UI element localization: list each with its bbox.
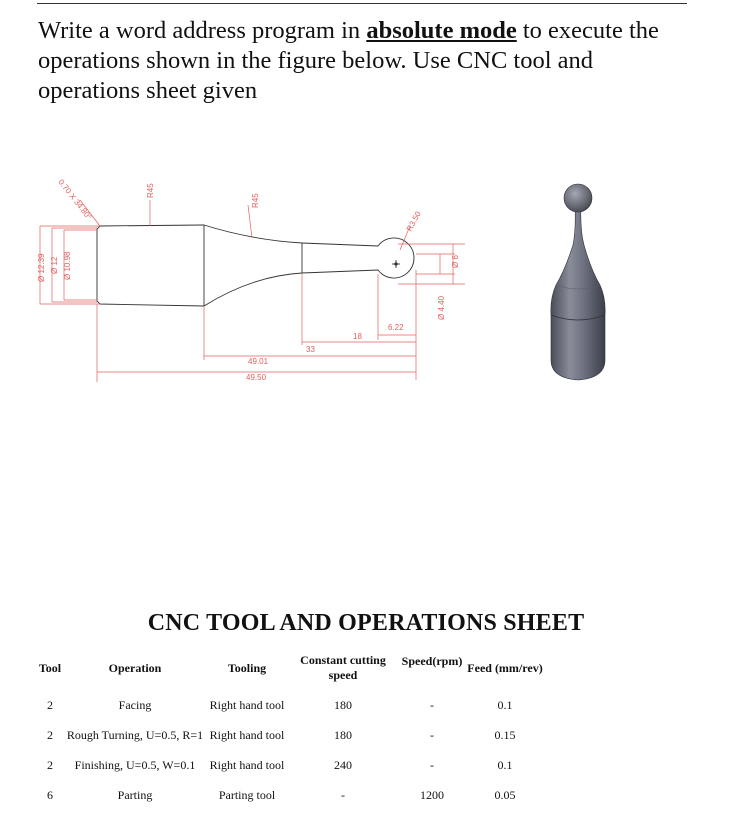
dim-r45-b: R45 xyxy=(251,193,260,208)
dim-49-50: 49.50 xyxy=(246,373,267,382)
top-rule xyxy=(37,3,687,4)
row2-feed: 0.15 xyxy=(494,728,516,742)
row1-tool: 2 xyxy=(47,698,53,712)
row4-feed: 0.05 xyxy=(494,788,516,802)
dim-r3-50: R3.50 xyxy=(404,209,423,233)
part-outline xyxy=(97,225,414,306)
header-speed: Speed(rpm) xyxy=(401,654,463,668)
sheet-title: CNC TOOL AND OPERATIONS SHEET xyxy=(147,610,585,636)
header-operation: Operation xyxy=(108,661,162,675)
dim-d10-98: Ø 10.98 xyxy=(63,251,72,280)
row3-speed: - xyxy=(430,758,434,772)
row4-tool: 6 xyxy=(47,788,53,802)
row4-speed: 1200 xyxy=(420,788,444,802)
row3-feed: 0.1 xyxy=(497,758,513,772)
dim-d12-39: Ø 12.39 xyxy=(37,253,46,282)
technical-drawing xyxy=(0,170,732,390)
row3-operation: Finishing, U=0.5, W=0.1 xyxy=(74,758,196,772)
row3-tool: 2 xyxy=(47,758,53,772)
header-tool: Tool xyxy=(38,661,62,675)
row2-operation: Rough Turning, U=0.5, R=1 xyxy=(66,728,204,742)
dim-33: 33 xyxy=(306,345,315,354)
dim-49-01: 49.01 xyxy=(248,357,269,366)
header-tooling: Tooling xyxy=(227,661,267,675)
header-constant-cutting-speed xyxy=(293,653,393,683)
header-ccs-line1: Constant cutting xyxy=(300,653,386,667)
part-3d-render xyxy=(551,184,605,380)
row2-tooling: Right hand tool xyxy=(209,728,285,742)
dim-r45-a: R45 xyxy=(146,183,155,198)
question-highlight: absolute mode xyxy=(366,17,517,44)
row1-tooling: Right hand tool xyxy=(209,698,285,712)
header-feed: Feed (mm/rev) xyxy=(467,661,543,675)
dim-6-22: 6.22 xyxy=(388,323,404,332)
question-suffix: to execute the operations shown in the figure below. Use CNC tool and operations sheet given xyxy=(38,17,659,104)
row3-tooling: Right hand tool xyxy=(209,758,285,772)
row2-speed: - xyxy=(430,728,434,742)
header-ccs-line2: speed xyxy=(328,668,358,682)
row1-feed: 0.1 xyxy=(497,698,513,712)
dim-d6: Ø 6 xyxy=(451,255,460,268)
dim-chamfer: 0.70 X 34.80° xyxy=(56,177,94,222)
row4-tooling: Parting tool xyxy=(218,788,276,802)
question-prefix: Write a word address program in xyxy=(38,17,367,44)
dim-18: 18 xyxy=(353,332,362,341)
row1-ccs: 180 xyxy=(334,698,352,712)
dim-d12: Ø 12 xyxy=(50,256,59,274)
dimension-lines xyxy=(40,200,465,382)
row4-operation: Parting xyxy=(117,788,153,802)
row1-operation: Facing xyxy=(118,698,152,712)
row4-ccs: - xyxy=(341,788,345,802)
row2-tool: 2 xyxy=(47,728,53,742)
row2-ccs: 180 xyxy=(334,728,352,742)
question-text xyxy=(38,16,698,106)
row1-speed: - xyxy=(430,698,434,712)
dim-d4-40: Ø 4.40 xyxy=(437,295,446,320)
row3-ccs: 240 xyxy=(334,758,352,772)
